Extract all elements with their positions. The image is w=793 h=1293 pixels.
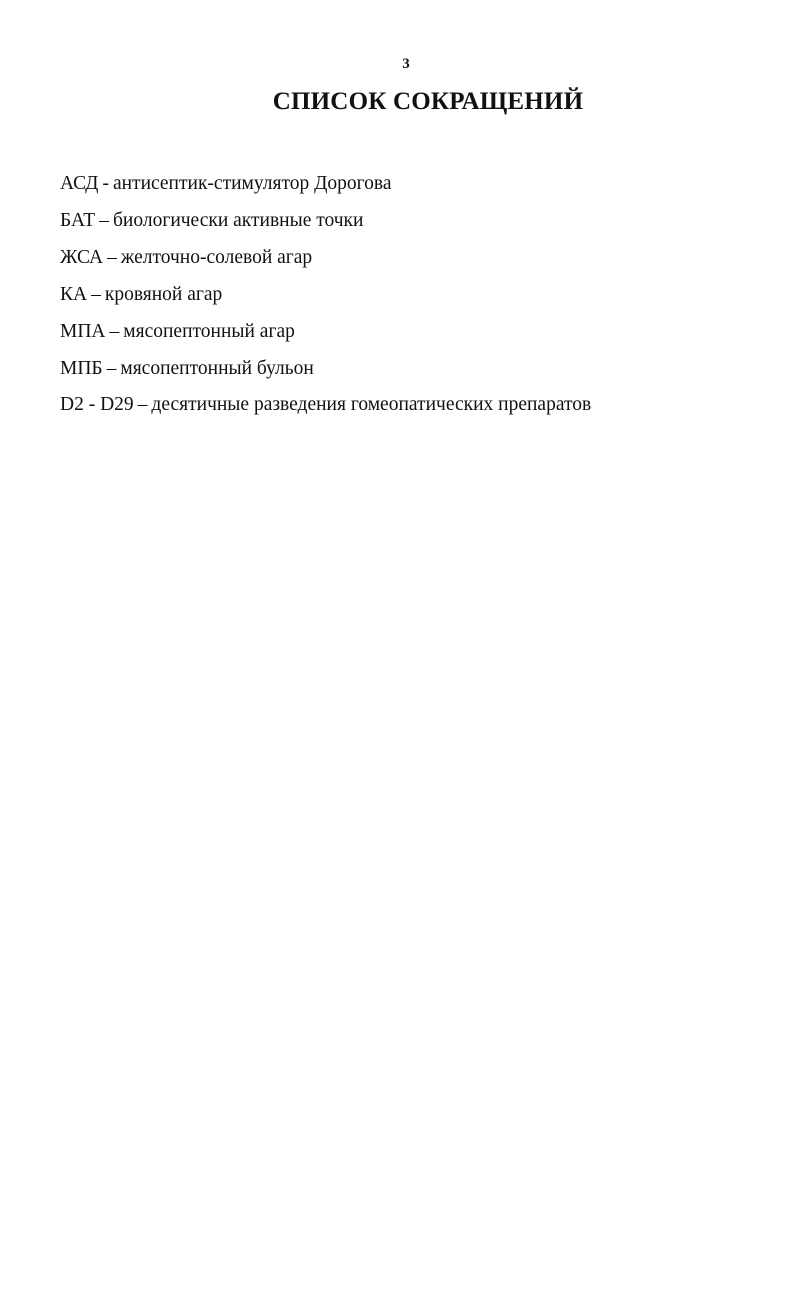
abbreviation-term: МПБ	[60, 357, 103, 379]
abbreviation-item	[60, 314, 591, 351]
abbreviation-list	[60, 166, 591, 424]
abbreviation-separator: -	[102, 173, 109, 194]
page-title: СПИСОК СОКРАЩЕНИЙ	[272, 88, 584, 115]
abbreviation-item	[60, 277, 591, 314]
abbreviation-separator: –	[109, 320, 120, 342]
abbreviation-definition: мясопептонный агар	[123, 320, 295, 342]
abbreviation-definition: биологически активные точки	[112, 209, 364, 231]
abbreviation-separator: –	[107, 246, 117, 268]
abbreviation-definition: десятичные разведения гомеопатических препаратов	[151, 394, 592, 416]
abbreviation-separator: –	[91, 283, 101, 305]
abbreviation-item	[60, 203, 591, 240]
abbreviation-item	[60, 166, 591, 203]
abbreviation-term: МПА	[60, 320, 106, 342]
page-number: 3	[402, 56, 410, 72]
abbreviation-definition: желточно-солевой агар	[120, 246, 313, 268]
abbreviation-term: АСД	[60, 173, 99, 194]
abbreviation-separator: –	[99, 209, 109, 231]
abbreviation-item	[60, 351, 591, 388]
abbreviation-term: БАТ	[60, 209, 96, 231]
abbreviation-term: ЖСА	[60, 246, 104, 268]
abbreviation-term: D2 - D29	[60, 394, 134, 416]
abbreviation-separator: –	[106, 357, 117, 379]
abbreviation-definition: мясопептонный бульон	[120, 357, 314, 379]
abbreviation-separator: –	[137, 394, 148, 416]
abbreviation-term: КА	[60, 283, 88, 305]
abbreviation-definition: кровяной агар	[104, 283, 223, 305]
abbreviation-item	[60, 240, 591, 277]
abbreviation-item	[60, 387, 591, 424]
abbreviation-definition: антисептик-стимулятор Дорогова	[112, 173, 392, 194]
